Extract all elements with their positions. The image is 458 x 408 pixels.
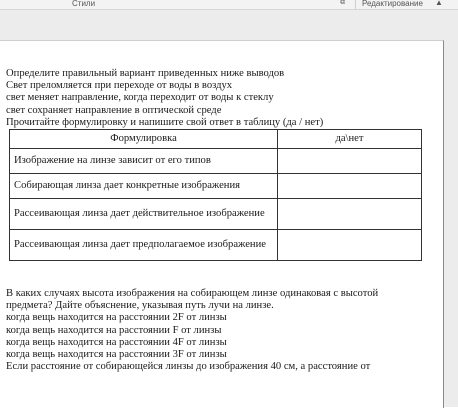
statement-cell: Собирающая линза дает конкретные изображения: [10, 174, 278, 199]
styles-group-label[interactable]: Стили: [72, 0, 96, 8]
ribbon-separator: [355, 0, 356, 9]
document-page[interactable]: [0, 40, 444, 408]
table-header-row: [10, 130, 422, 149]
statement-cell: Рассеивающая линза дает действительное изображение: [10, 199, 278, 230]
question-line-0: В каких случаях высота изображения на собирающем линзе одинаковая с высотой: [6, 288, 379, 300]
intro-line-0: Определите правильный вариант приведенных ниже выводов: [6, 68, 285, 79]
question-line-1: предмета? Дайте объяснение, указывая путь лучи на линзе.: [6, 300, 274, 312]
header-yes-no: да\нет: [278, 130, 422, 149]
intro-line-3: свет сохраняет направление в оптической среде: [6, 104, 222, 116]
answer-cell[interactable]: [278, 199, 422, 230]
table-row: [10, 174, 422, 199]
dialog-launcher-icon[interactable]: ⧉: [340, 0, 345, 6]
document-body[interactable]: [6, 68, 443, 373]
question-line-5: когда вещь находится на расстоянии 3F от линзы: [6, 349, 227, 361]
table-row: [10, 199, 422, 230]
header-statement: Формулировка: [10, 130, 278, 149]
table-row: [10, 149, 422, 174]
question-line-3: когда вещь находится на расстоянии F от линзы: [6, 324, 222, 336]
table-row: [10, 230, 422, 261]
collapse-ribbon-icon[interactable]: ▲: [435, 0, 443, 7]
question-line-2: когда вещь находится на расстоянии 2F от линзы: [6, 312, 227, 324]
statement-cell: Рассеивающая линза дает предполагаемое изображение: [10, 230, 278, 261]
question-line-4: когда вещь находится на расстоянии 4F от линзы: [6, 336, 227, 348]
intro-line-4: Прочитайте формулировку и напишите свой ответ в таблицу (да / нет): [6, 116, 324, 128]
answer-cell[interactable]: [278, 149, 422, 174]
editing-group-label[interactable]: Редактирование: [362, 0, 423, 8]
ribbon-bar: [0, 0, 458, 10]
question-line-6: Если расстояние от собирающейся линзы до изображения 40 см, а расстояние от: [6, 361, 371, 373]
statement-cell: Изображение на линзе зависит от его типов: [10, 149, 278, 174]
intro-line-2: свет меняет направление, когда переходит от воды к стеклу: [6, 92, 274, 104]
answer-cell[interactable]: [278, 230, 422, 261]
empty-paragraph: [6, 261, 443, 288]
intro-line-1: Свет преломляется при переходе от воды в воздух: [6, 80, 233, 92]
answer-cell[interactable]: [278, 174, 422, 199]
document-canvas[interactable]: [0, 10, 458, 407]
answer-table: [9, 129, 422, 261]
